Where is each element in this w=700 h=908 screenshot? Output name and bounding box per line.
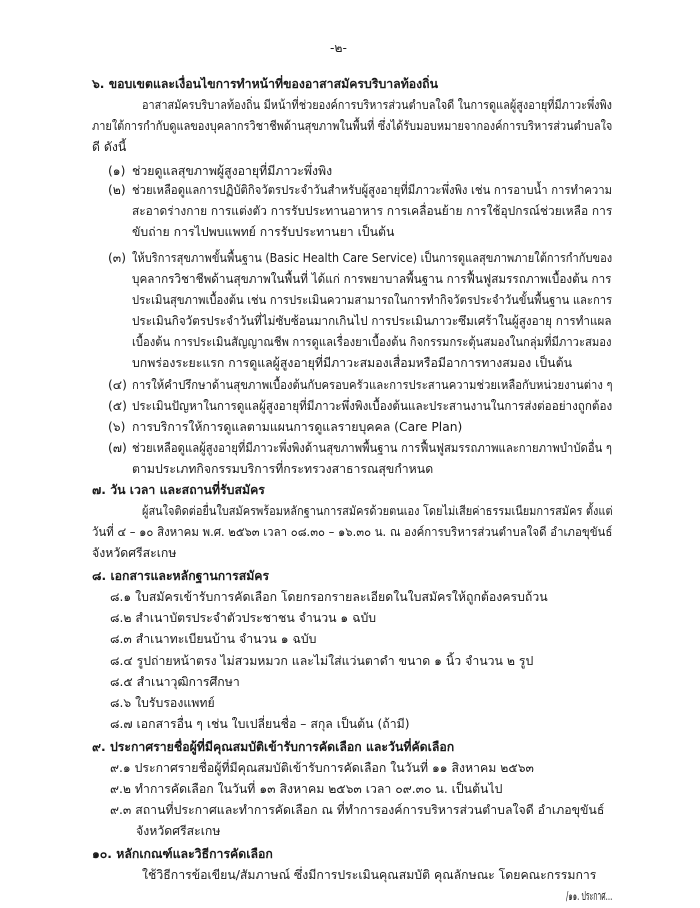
section-8-heading: ๘. เอกสารและหลักฐานการสมัคร (92, 569, 270, 583)
section-6-intro-line: ดี ดังนี้ (92, 140, 127, 154)
list-item-number: (๒) (108, 183, 126, 197)
section-8-item: ๘.๑ ใบสมัครเข้ารับการคัดเลือก โดยกรอกรายละเอียดในใบสมัครให้ถูกต้องครบถ้วน (110, 590, 548, 604)
section-7-heading: ๗. วัน เวลา และสถานที่รับสมัคร (92, 483, 265, 497)
list-item-number: (๓) (108, 251, 127, 265)
list-item-text: สะอาดร่างกาย การแต่งตัว การรับประทานอาหาร การเคลื่อนย้าย การใช้อุปกรณ์ช่วยเหลือ การ (132, 204, 613, 218)
section-9-heading: ๙. ประกาศรายชื่อผู้ที่มีคุณสมบัติเข้ารับการคัดเลือก และวันที่คัดเลือก (92, 740, 455, 754)
list-item-text: การให้คำปรึกษาด้านสุขภาพเบื้องต้นกับครอบครัวและการประสานความช่วยเหลือกับหน่วยงานต่าง ๆ (132, 378, 613, 392)
list-item-text: ตามประเภทกิจกรรมบริการที่กระทรวงสาธารณสุขกำหนด (132, 462, 434, 476)
section-8-item: ๘.๓ สำเนาทะเบียนบ้าน จำนวน ๑ ฉบับ (110, 632, 317, 646)
section-7-line: จังหวัดศรีสะเกษ (92, 546, 177, 560)
list-item-number: (๔) (108, 378, 127, 392)
section-8-item: ๘.๒ สำเนาบัตรประจำตัวประชาชน จำนวน ๑ ฉบับ (110, 611, 377, 625)
section-8-item: ๘.๗ เอกสารอื่น ๆ เช่น ใบเปลี่ยนชื่อ – สกุล เป็นต้น (ถ้ามี) (110, 717, 410, 731)
section-8-item: ๘.๖ ใบรับรองแพทย์ (110, 696, 215, 710)
list-item-text: ประเมินสุขภาพเบื้องต้น เช่น การประเมินความสามารถในการทำกิจวัตรประจำวันขั้นพื้นฐาน และการ (132, 293, 613, 307)
section-9-item: ๙.๓ สถานที่ประกาศและทำการคัดเลือก ณ ที่ทำการองค์การบริหารส่วนตำบลใจดี อำเภอขุขันธ์ (110, 803, 605, 817)
section-7-line: ผู้สนใจติดต่อยื่นใบสมัครพร้อมหลักฐานการสมัครด้วยตนเอง โดยไม่เสียค่าธรรมเนียมการสมัคร ตั้งแต่ (142, 504, 613, 518)
section-6-intro-line: อาสาสมัครบริบาลท้องถิ่น มีหน้าที่ช่วยองค์การบริหารส่วนตำบลใจดี ในการดูแลผู้สูงอายุที่มีภาวะพึ่งพิง (142, 98, 612, 112)
list-item-number: (๗) (108, 441, 127, 455)
section-7-line: วันที่ ๔ – ๑๐ สิงหาคม พ.ศ. ๒๕๖๓ เวลา ๐๘.๓๐ – ๑๖.๓๐ น. ณ องค์การบริหารส่วนตำบลใจดี อำเภอขุขันธ์ (92, 525, 613, 539)
list-item-text: บกพร่องระยะแรก การดูแลผู้สูงอายุที่มีภาวะสมองเสื่อมหรือมีอาการทางสมอง เป็นต้น (132, 356, 572, 370)
section-9-item-continuation: จังหวัดศรีสะเกษ (136, 824, 221, 838)
section-9-item: ๙.๒ ทำการคัดเลือก ในวันที่ ๑๓ สิงหาคม ๒๕๖๓ เวลา ๐๙.๓๐ น. เป็นต้นไป (110, 782, 503, 796)
list-item-text: ช่วยเหลือดูแลผู้สูงอายุที่มีภาวะพึ่งพิงด้านสุขภาพพื้นฐาน การฟื้นฟูสมรรถภาพและกายภาพบำบัดอื่น ๆ (132, 441, 612, 455)
list-item-number: (๑) (108, 164, 126, 178)
section-6-intro-line: ภายใต้การกำกับดูแลของบุคลากรวิชาชีพด้านสุขภาพในพื้นที่ ซึ่งได้รับมอบหมายจากองค์การบริหารส่วนตำบลใจ (92, 119, 613, 133)
list-item-number: (๕) (108, 399, 127, 413)
section-9-item: ๙.๑ ประกาศรายชื่อผู้ที่มีคุณสมบัติเข้ารับการคัดเลือก ในวันที่ ๑๑ สิงหาคม ๒๕๖๓ (110, 761, 534, 775)
list-item-text: บุคลากรวิชาชีพด้านสุขภาพในพื้นที่ ได้แก่ การพยาบาลพื้นฐาน การฟื้นฟูสมรรถภาพเบื้องต้น การ (132, 272, 612, 286)
page-number: -๒- (330, 41, 347, 55)
list-item-text: ช่วยเหลือดูแลการปฏิบัติกิจวัตรประจำวันสำหรับผู้สูงอายุที่มีภาวะพึ่งพิง เช่น การอาบน้ำ การทำความ (132, 183, 613, 197)
list-item-text: ขับถ่าย การไปพบแพทย์ การรับประทานยา เป็นต้น (132, 225, 395, 239)
list-item-text: เบื้องต้น การประเมินสัญญาณชีพ การดูแลเรื่องยาเบื้องต้น กิจกรรมกระตุ้นสมองในกลุ่มที่มีภาวะสมอง (132, 335, 612, 349)
section-8-item: ๘.๕ สำเนาวุฒิการศึกษา (110, 675, 240, 689)
list-item-text: การบริการให้การดูแลตามแผนการดูแลรายบุคคล (Care Plan) (132, 420, 463, 434)
section-10-line: ใช้วิธีการข้อเขียน/สัมภาษณ์ ซึ่งมีการประเมินคุณสมบัติ คุณลักษณะ โดยคณะกรรมการ (142, 868, 597, 882)
section-10-heading: ๑๐. หลักเกณฑ์และวิธีการคัดเลือก (92, 847, 273, 861)
section-6-heading: ๖. ขอบเขตและเงื่อนไขการทำหน้าที่ของอาสาสมัครบริบาลท้องถิ่น (92, 77, 439, 91)
page-continuation-note: /๑๑. ประกาศ... (566, 889, 613, 903)
section-8-item: ๘.๔ รูปถ่ายหน้าตรง ไม่สวมหมวก และไม่ใส่แว่นตาดำ ขนาด ๑ นิ้ว จำนวน ๒ รูป (110, 654, 534, 668)
list-item-text: ประเมินกิจวัตรประจำวันที่ไม่ซับซ้อนมากเกินไป การประเมินภาวะซึมเศร้าในผู้สูงอายุ การทำแผล (132, 314, 612, 328)
list-item-text: ประเมินปัญหาในการดูแลผู้สูงอายุที่มีภาวะพึ่งพิงเบื้องต้นและประสานงานในการส่งต่ออย่างถูกต้อง (132, 399, 613, 413)
list-item-text: ให้บริการสุขภาพขั้นพื้นฐาน (Basic Health Care Service) เป็นการดูแลสุขภาพภายใต้การกำกับของ (132, 251, 613, 265)
list-item-number: (๖) (108, 420, 126, 434)
list-item-text: ช่วยดูแลสุขภาพผู้สูงอายุที่มีภาวะพึ่งพิง (132, 164, 333, 178)
